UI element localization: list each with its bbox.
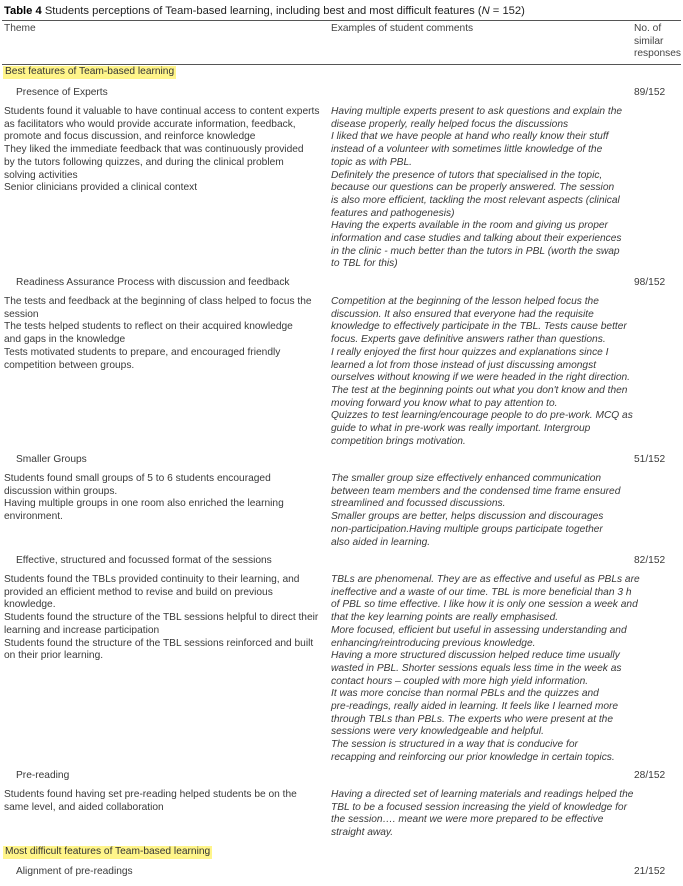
theme-line: Students found the structure of the TBL sessions reinforced and built [4,637,314,649]
response-count: 21/152 [634,866,666,877]
theme-line: same level, and aided collaboration [4,801,164,813]
comment-line: in the clinic - much better than the tutors in PBL (worth the swap [331,245,620,257]
theme-line: solving activities [4,169,78,181]
comment-line: is also more efficient, tackling the most relevant aspects (clinical [331,194,620,206]
comment-line: contact hours – coupled with more high yield information. [331,675,589,687]
comment-line: pre-readings, really aided in learning. It feels like I learned more [331,701,619,713]
comment-line: because our questions can be properly answered. The session [331,182,615,194]
top-rule [2,20,681,21]
comment-line: The test at the beginning points out what you don't know and then [331,384,628,396]
comment-line: Competition at the beginning of the lesson helped focus the [331,296,599,307]
column-header-count-line: responses [634,48,682,60]
response-count: 82/152 [634,555,666,566]
subtheme-title: Pre-reading [16,770,70,781]
response-count: 89/152 [634,87,666,98]
student-comments [331,296,631,448]
comment-line: through TBLs than PBLs. The experts who were present at the [331,713,614,725]
student-comments [331,106,631,271]
theme-line: by the tutors following quizzes, and during the clinical problem [4,156,284,168]
theme-description [4,106,326,195]
comment-line: Definitely the presence of tutors that specialised in the topic, [331,169,603,181]
column-header-count [634,23,681,61]
column-header-count-line: No. of [634,23,662,34]
comment-line: Quizzes to test learning/encourage people to do pre-work. MCQ as [331,410,633,422]
comment-line: moving forward you know what to pay attention to. [331,397,558,409]
response-count: 98/152 [634,277,666,288]
comment-line: The smaller group size effectively enhanced communication [331,473,602,484]
subtheme-title: Alignment of pre-readings [16,866,133,877]
theme-line: environment. [4,511,63,523]
comment-line: Having a directed set of learning materials and readings helped the [331,789,634,800]
caption-n-value: = 152) [489,5,525,17]
theme-line: Having multiple groups in one room also enriched the learning [4,498,284,510]
comment-line: The session is structured in a way that is conducive for [331,739,578,751]
theme-line: Students found having set pre-reading helped students be on the [4,789,297,800]
comment-line: TBLs are phenomenal. They are as effective and useful as PBLs are [331,574,640,585]
subtheme-title: Presence of Experts [16,87,108,98]
comment-line: More focused, efficient but useful in assessing understanding and [331,624,627,636]
theme-line: Students found the structure of the TBL sessions helpful to direct their [4,612,319,624]
theme-line: The tests helped students to reflect on their acquired knowledge [4,321,293,333]
comment-line: also aided in learning. [331,536,431,548]
comment-line: Having the experts available in the room and giving us proper [331,220,608,232]
column-header-examples: Examples of student comments [331,23,474,34]
theme-line: and gaps in the knowledge [4,334,126,346]
theme-line: Senior clinicians provided a clinical context [4,182,198,194]
subtheme-title: Readiness Assurance Process with discussion and feedback [16,277,290,288]
comment-line: enhancing/reintroducing previous knowledge. [331,637,536,649]
comment-line: ourselves without knowing if we were headed in the right direction. [331,372,630,384]
student-comments [331,789,634,840]
subtheme-title: Smaller Groups [16,454,87,465]
theme-description [4,473,326,524]
comment-line: instead of a volunteer with sometimes little knowledge of the [331,144,603,156]
subtheme-title: Effective, structured and focussed format of the sessions [16,555,272,566]
comment-line: features and pathogenesis) [331,207,455,219]
table-label: Table 4 [4,5,42,17]
comment-line: discussion. It also ensured that everyone had the requisite [331,308,594,320]
header-rule [2,64,681,65]
comment-line: the session…. meant we were more prepared to be effective [331,814,604,826]
comment-line: Having multiple experts present to ask questions and explain the [331,106,623,117]
theme-line: provided an efficient method to revise and build on previous [4,586,273,598]
comment-line: topic as with PBL. [331,156,412,168]
column-header-theme: Theme [4,23,36,34]
section-heading-difficult: Most difficult features of Team-based learning [5,846,211,857]
comment-line: focus. Experts gave definitive answers rather than questions. [331,334,606,346]
theme-line: session [4,308,39,320]
comment-line: of PBL so time effective. I like how it is only one session a week and [331,599,638,611]
comment-line: Smaller groups are better, helps discussion and discourages [331,511,604,523]
theme-line: as facilitators who would provide accurate information, feedback, [4,118,296,130]
student-comments [331,574,640,765]
comment-line: recapping and reinforcing our prior knowledge in certain topics. [331,751,615,763]
comment-line: non-participation.Having multiple groups participate together [331,523,603,535]
section-heading-best: Best features of Team-based learning [5,66,175,77]
response-count: 51/152 [634,454,666,465]
comment-line: Having a more structured discussion helped reduce time usually [331,650,620,662]
theme-line: learning and increase participation [4,624,160,636]
theme-description [4,574,326,663]
theme-description [4,789,326,814]
comment-line: learned a lot from those instead of just discussing amongst [331,359,597,371]
theme-line: Tests motivated students to prepare, and encouraged friendly [4,346,281,358]
comment-line: guide to what in pre-work was really important. Intergroup [331,423,591,435]
comment-line: that the key learning points are really emphasised. [331,612,559,624]
theme-line: knowledge. [4,599,56,611]
student-comments [331,473,631,549]
comment-line: I liked that we have people at hand who really know their stuff [331,131,609,143]
comment-line: TBL to be a focused session increasing the yield of knowledge for [331,801,627,813]
theme-line: Students found the TBLs provided continuity to their learning, and [4,574,300,585]
table-caption [4,5,525,18]
comment-line: disease properly, really helped focus the discussions [331,118,569,130]
response-count: 28/152 [634,770,666,781]
caption-n: N [481,5,490,17]
comment-line: ineffective and a waste of our time. TBL is more beneficial than 3 h [331,586,632,598]
theme-line: They liked the immediate feedback that was continuously provided [4,144,304,156]
comment-line: I really enjoyed the first hour quizzes and explanations since I [331,346,609,358]
theme-line: Students found it valuable to have continual access to content experts [4,106,320,117]
comment-line: streamlined and focussed discussions. [331,498,506,510]
theme-line: Students found small groups of 5 to 6 students encouraged [4,473,271,484]
comment-line: straight away. [331,827,394,839]
comment-line: knowledge to effectively participate in the TBL. Tests cause better [331,321,627,333]
theme-line: on their prior learning. [4,650,104,662]
theme-line: The tests and feedback at the beginning of class helped to focus the [4,296,312,307]
theme-line: discussion within groups. [4,485,118,497]
comment-line: sessions were very knowledgeable and helpful. [331,726,544,738]
theme-description [4,296,326,372]
caption-text: Students perceptions of Team-based learning, including best and most difficult features ( [44,5,482,17]
column-header-count-line: similar [634,35,664,47]
comment-line: competition brings motivation. [331,435,466,447]
comment-line: It was more concise than normal PBLs and the quizzes and [331,688,599,700]
comment-line: information and case studies and talking about their experiences [331,233,622,245]
theme-line: competition between groups. [4,359,135,371]
comment-line: between team members and the condensed time frame ensured [331,485,621,497]
comment-line: wasted in PBL. Shorter sessions equals less time in the week as [331,662,622,674]
comment-line: to TBL for this) [331,258,398,270]
theme-line: promote and focus discussion, and reinforce knowledge [4,131,256,143]
